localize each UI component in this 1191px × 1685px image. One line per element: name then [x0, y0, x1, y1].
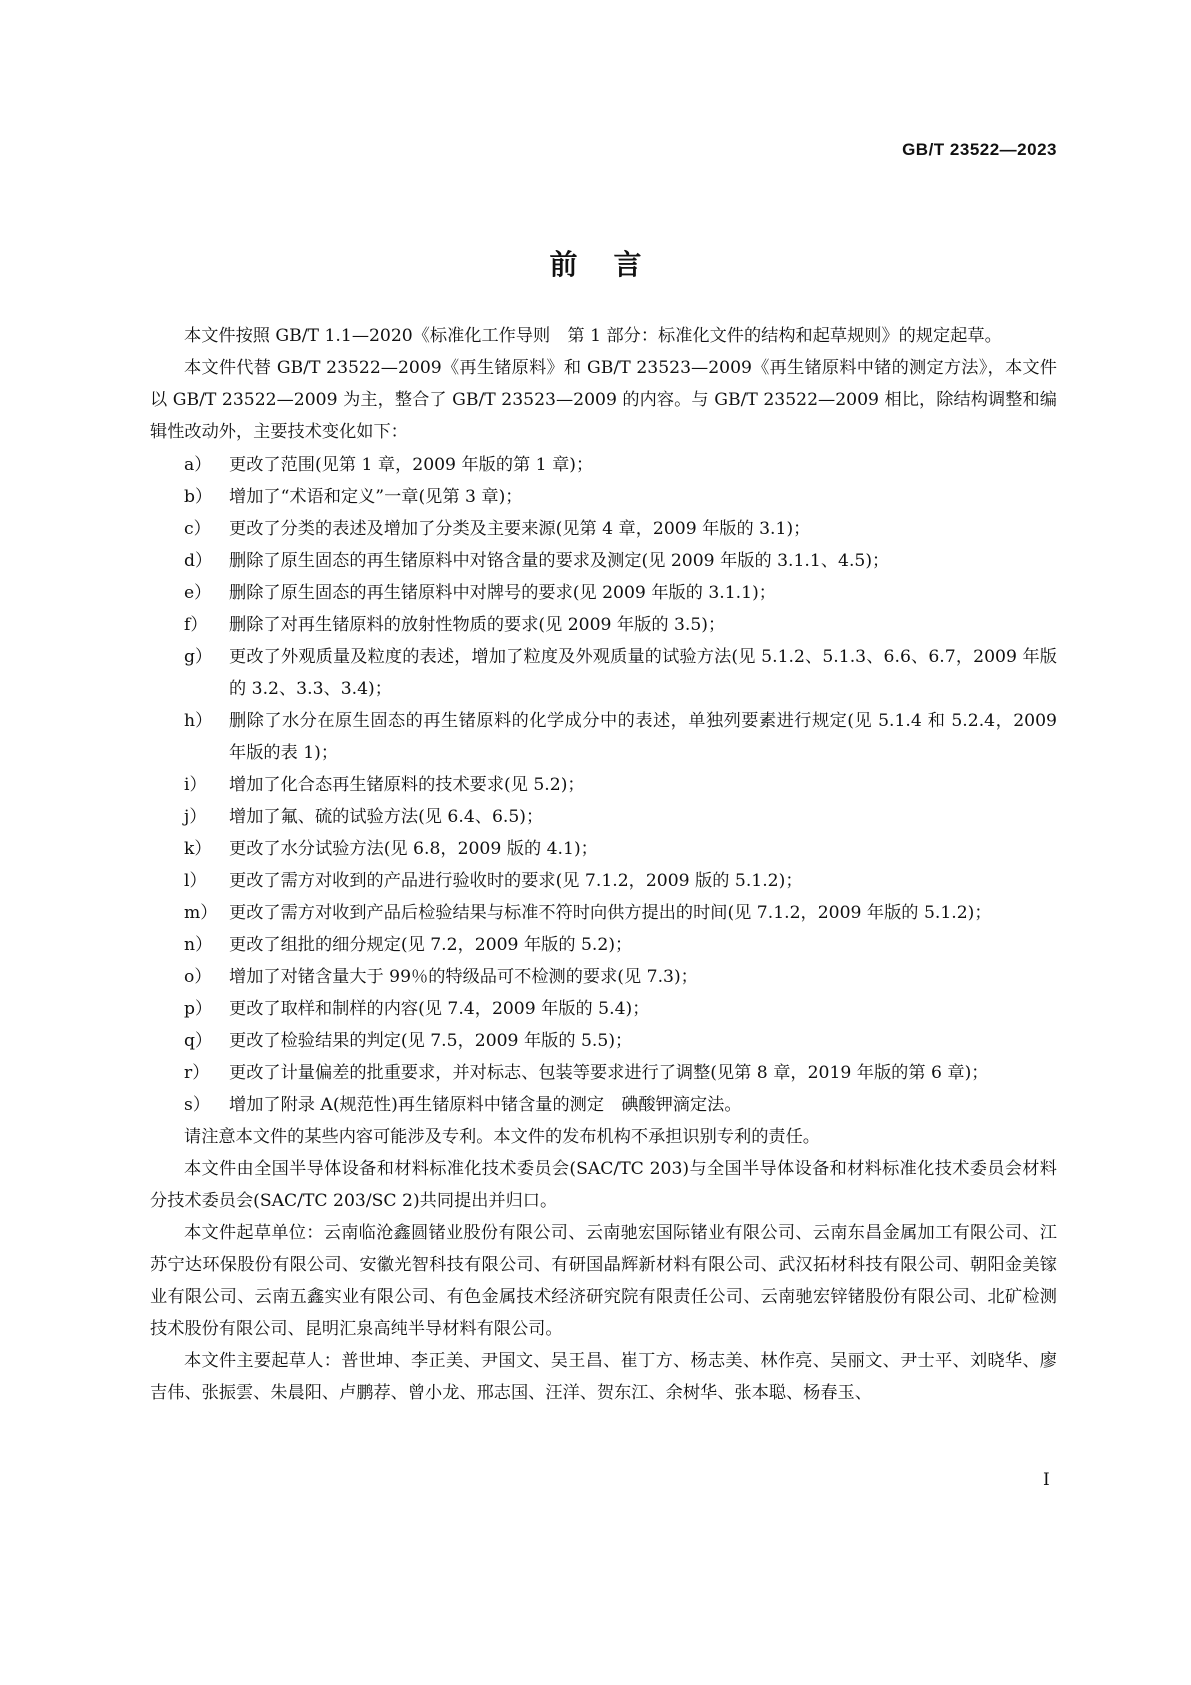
list-item-text: 增加了“术语和定义”一章(见第 3 章)； [229, 487, 523, 507]
list-marker: d） [184, 551, 213, 571]
list-marker: k） [184, 839, 212, 859]
list-item [150, 865, 1057, 897]
list-marker: b） [184, 487, 213, 507]
list-item [150, 545, 1057, 577]
list-item [150, 897, 1057, 929]
list-item-text: 删除了原生固态的再生锗原料中对牌号的要求(见 2009 年版的 3.1.1)； [229, 583, 776, 603]
list-item-text: 更改了范围(见第 1 章，2009 年版的第 1 章)； [229, 455, 594, 475]
list-marker: o） [184, 967, 212, 987]
drafters-paragraph: 本文件主要起草人：普世坤、李正美、尹国文、吴王昌、崔丁方、杨志美、林作亮、吴丽文、尹士平、刘晓华、廖吉伟、张振雲、朱晨阳、卢鹏荐、曾小龙、邢志国、汪洋、贺东江、余树华、张本聪、杨春玉、 [150, 1351, 1057, 1403]
list-item-text: 增加了附录 A(规范性)再生锗原料中锗含量的测定 碘酸钾滴定法。 [229, 1095, 742, 1115]
list-item-text: 增加了氟、硫的试验方法(见 6.4、6.5)； [229, 807, 544, 827]
list-item-text: 更改了取样和制样的内容(见 7.4，2009 年版的 5.4)； [229, 999, 650, 1019]
list-item [150, 577, 1057, 609]
list-item-text: 增加了化合态再生锗原料的技术要求(见 5.2)； [229, 775, 585, 795]
proposer-paragraph: 本文件由全国半导体设备和材料标准化技术委员会(SAC/TC 203)与全国半导体设备和材料标准化技术委员会材料分技术委员会(SAC/TC 203/SC 2)共同提出并归口。 [150, 1159, 1057, 1211]
list-marker: i） [184, 775, 207, 795]
page-number: Ⅰ [1043, 1470, 1050, 1490]
list-item [150, 1025, 1057, 1057]
list-item [150, 961, 1057, 993]
list-marker: f） [184, 615, 208, 635]
list-marker: l） [184, 871, 207, 891]
changes-list [150, 449, 1057, 1121]
list-item [150, 705, 1057, 769]
patent-notice: 请注意本文件的某些内容可能涉及专利。本文件的发布机构不承担识别专利的责任。 [184, 1127, 820, 1147]
list-marker: g） [184, 647, 213, 667]
list-item-text: 增加了对锗含量大于 99％的特级品可不检测的要求(见 7.3)； [229, 967, 698, 987]
list-item [150, 513, 1057, 545]
list-marker: j） [184, 807, 207, 827]
standard-code: GB/T 23522—2023 [902, 140, 1057, 159]
list-marker: p） [184, 999, 213, 1019]
list-marker: s） [184, 1095, 211, 1115]
intro-paragraph-2: 本文件代替 GB/T 23522—2009《再生锗原料》和 GB/T 23523—2009《再生锗原料中锗的测定方法》，本文件以 GB/T 23522—2009 为主，整合了 GB/T 23523—2009 的内容。与 GB/T 23522—2009 相比，除结构调整和编辑性改动外，主要技术变化如下： [150, 358, 1057, 442]
list-marker: n） [184, 935, 213, 955]
list-item [150, 481, 1057, 513]
list-marker: q） [184, 1031, 213, 1051]
list-item [150, 609, 1057, 641]
list-item [150, 993, 1057, 1025]
list-item [150, 641, 1057, 705]
list-item [150, 769, 1057, 801]
foreword-body [150, 320, 1057, 1409]
list-item-text: 删除了水分在原生固态的再生锗原料的化学成分中的表述，单独列要素进行规定(见 5.1.4 和 5.2.4，2009 年版的表 1)； [229, 711, 1057, 763]
list-item-text: 更改了分类的表述及增加了分类及主要来源(见第 4 章，2009 年版的 3.1)； [229, 519, 811, 539]
list-item [150, 801, 1057, 833]
list-item-text: 更改了组批的细分规定(见 7.2，2009 年版的 5.2)； [229, 935, 633, 955]
list-marker: r） [184, 1063, 210, 1083]
list-item [150, 449, 1057, 481]
list-item [150, 929, 1057, 961]
list-item [150, 833, 1057, 865]
list-marker: c） [184, 519, 211, 539]
page-title: 前言 [549, 248, 678, 281]
list-marker: m） [184, 903, 218, 923]
list-marker: h） [184, 711, 213, 731]
list-marker: e） [184, 583, 212, 603]
list-item-text: 更改了检验结果的判定(见 7.5，2009 年版的 5.5)； [229, 1031, 633, 1051]
list-item [150, 1057, 1057, 1089]
intro-paragraph-1: 本文件按照 GB/T 1.1—2020《标准化工作导则 第 1 部分：标准化文件的结构和起草规则》的规定起草。 [184, 326, 1002, 346]
list-item-text: 更改了需方对收到的产品进行验收时的要求(见 7.1.2，2009 版的 5.1.2)； [229, 871, 803, 891]
list-item-text: 更改了计量偏差的批重要求，并对标志、包装等要求进行了调整(见第 8 章，2019 年版的第 6 章)； [229, 1063, 989, 1083]
list-item [150, 1089, 1057, 1121]
list-item-text: 更改了需方对收到产品后检验结果与标准不符时向供方提出的时间(见 7.1.2，2009 年版的 5.1.2)； [229, 903, 992, 923]
list-item-text: 更改了外观质量及粒度的表述，增加了粒度及外观质量的试验方法(见 5.1.2、5.1.3、6.6、6.7，2009 年版的 3.2、3.3、3.4)； [229, 647, 1057, 699]
list-item-text: 删除了原生固态的再生锗原料中对铬含量的要求及测定(见 2009 年版的 3.1.1、4.5)； [229, 551, 890, 571]
drafting-units-paragraph: 本文件起草单位：云南临沧鑫圆锗业股份有限公司、云南驰宏国际锗业有限公司、云南东昌金属加工有限公司、江苏宁达环保股份有限公司、安徽光智科技有限公司、有研国晶辉新材料有限公司、武汉拓材科技有限公司、朝阳金美镓业有限公司、云南五鑫实业有限公司、有色金属技术经济研究院有限责任公司、云南驰宏锌锗股份有限公司、北矿检测技术股份有限公司、昆明汇泉高纯半导材料有限公司。 [150, 1223, 1057, 1339]
list-item-text: 更改了水分试验方法(见 6.8，2009 版的 4.1)； [229, 839, 598, 859]
list-item-text: 删除了对再生锗原料的放射性物质的要求(见 2009 年版的 3.5)； [229, 615, 726, 635]
list-marker: a） [184, 455, 212, 475]
